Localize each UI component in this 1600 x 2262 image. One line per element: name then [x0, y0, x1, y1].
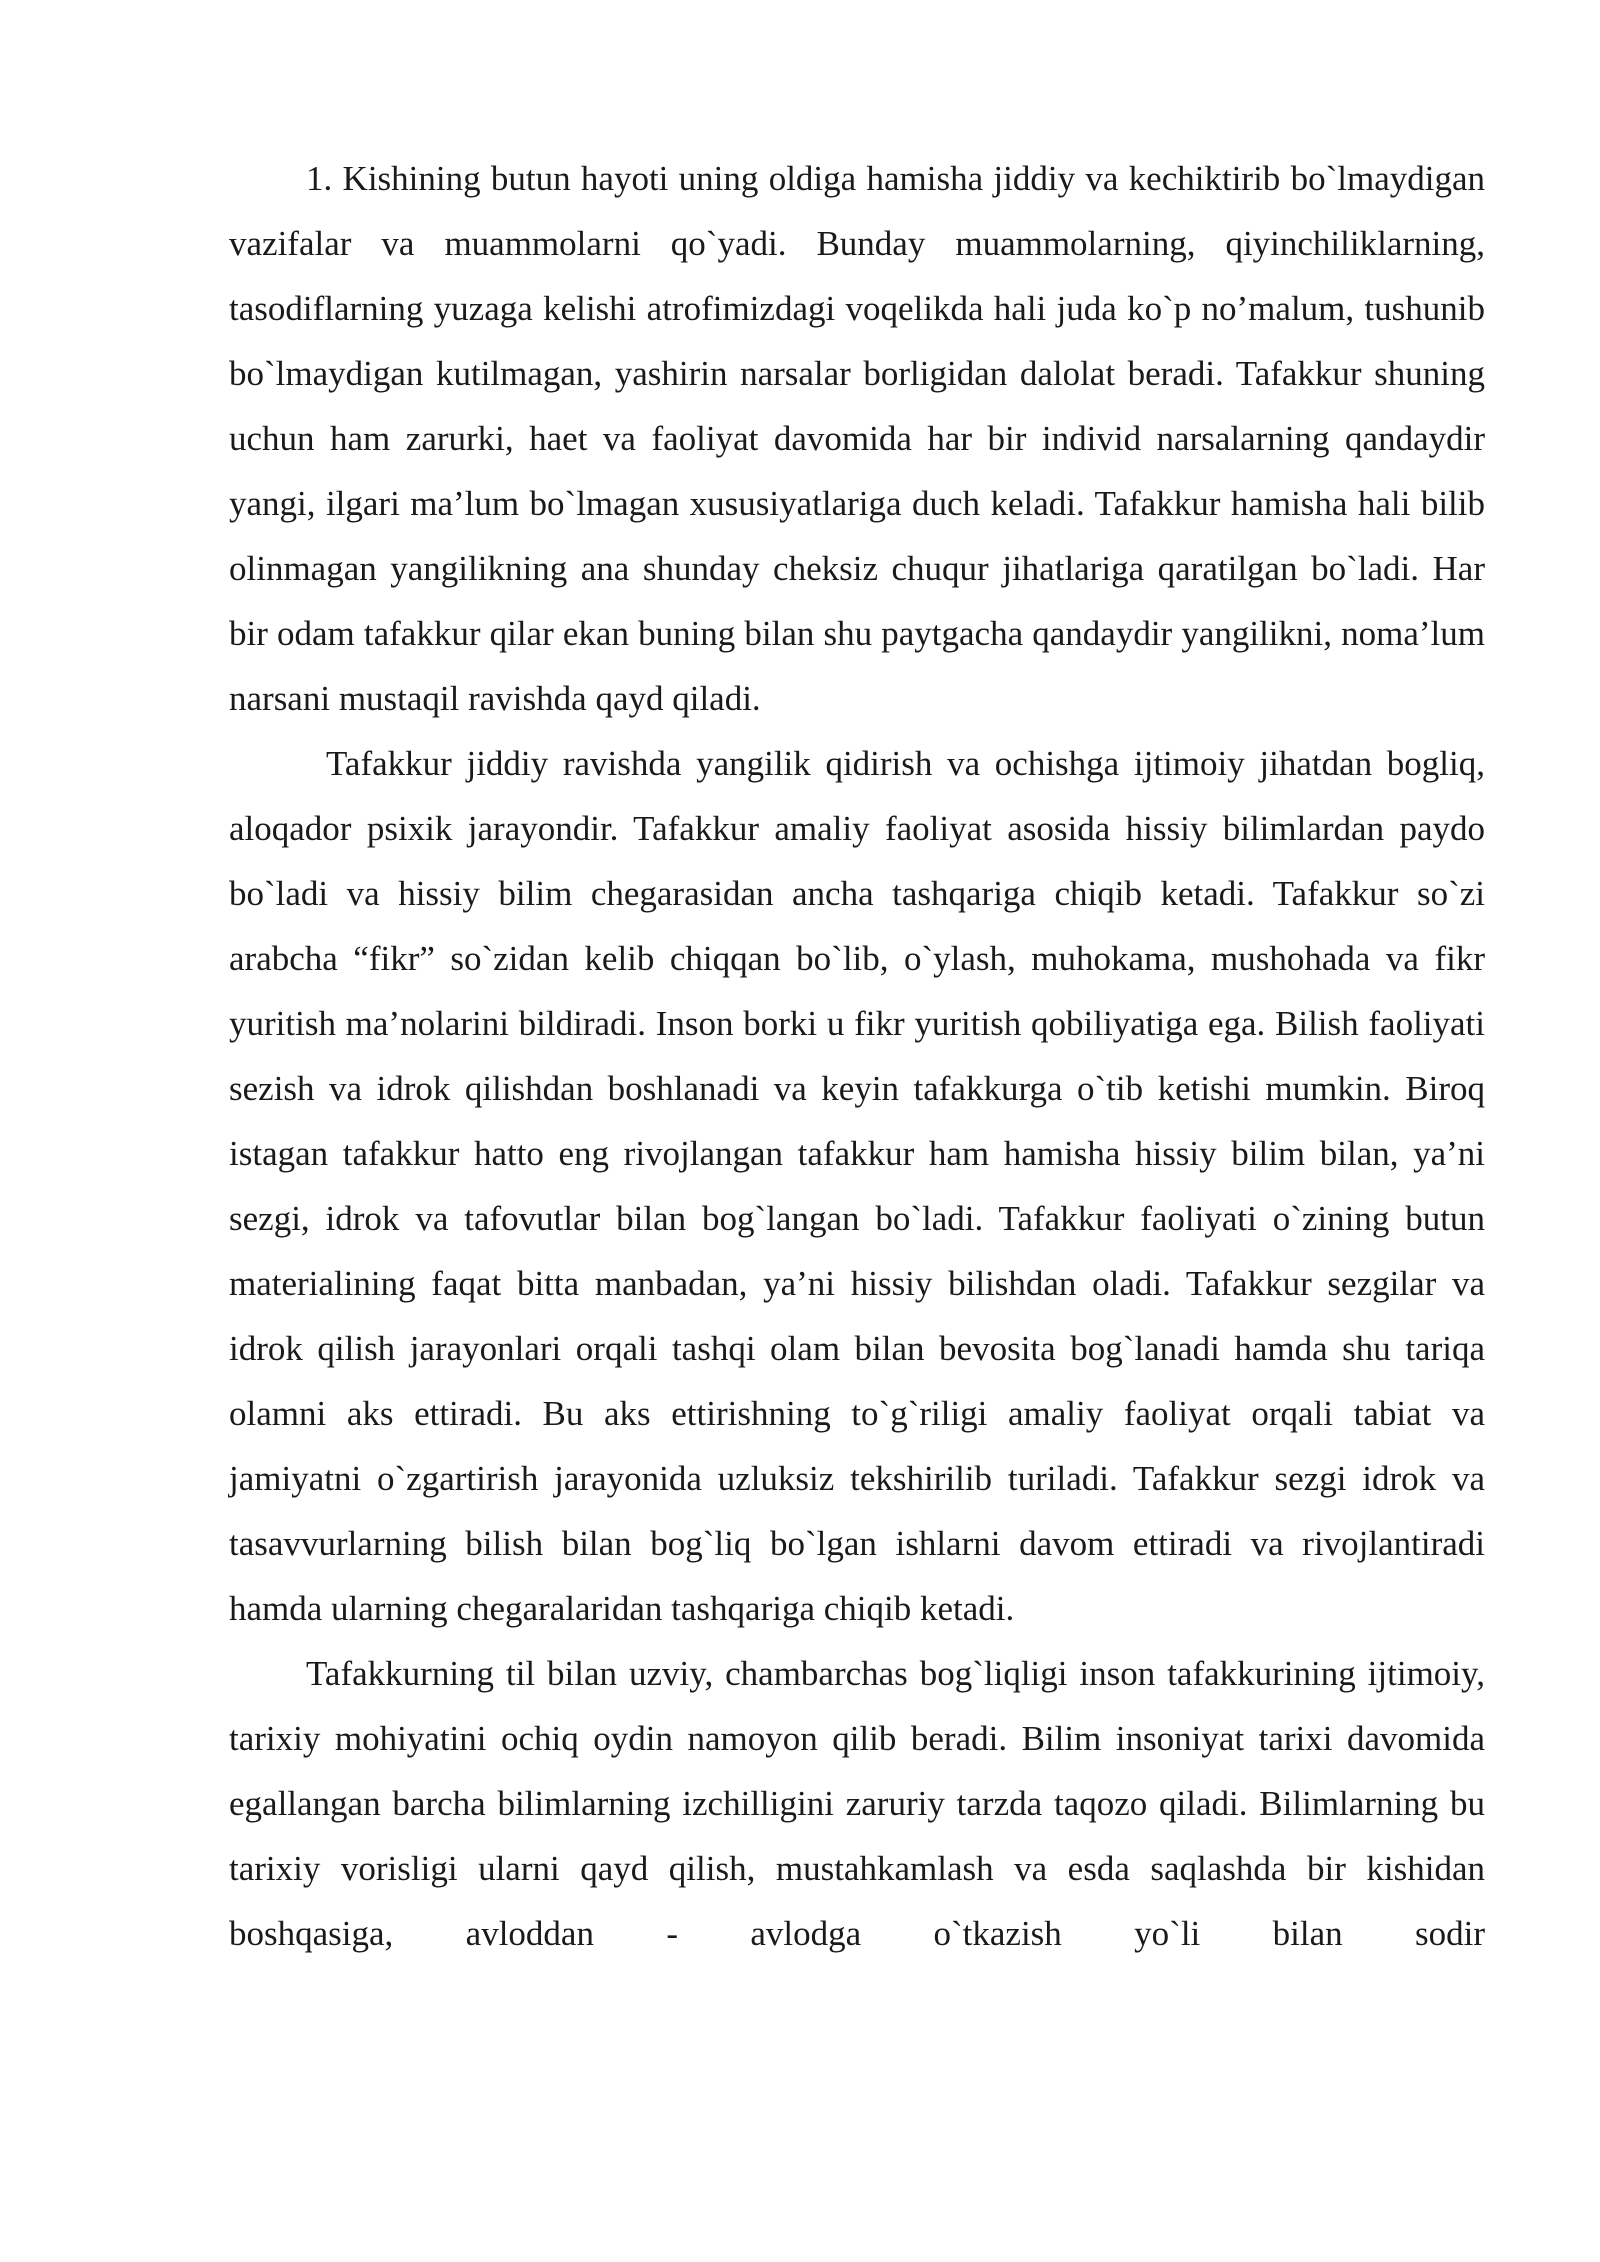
- paragraph-3: Tafakkurning til bilan uzviy, chambarchas bog`liqligi inson tafakkurining ijtimoiy, tarixiy mohiyatini ochiq oydin namoyon qilib beradi. Bilim insoniyat tarixi davomida egallangan barcha bilimlarning izchilligini zaruriy tarzda taqozo qiladi. Bilimlarning bu tarixiy vorisligi ularni qayd qilish, mustahkamlash va esda saqlashda bir kishidan boshqasiga, avloddan - avlodga o`tkazish yo`li bilan sodir: [229, 1654, 1485, 1953]
- document-body: [229, 146, 1485, 1966]
- paragraph-2: Tafakkur jiddiy ravishda yangilik qidirish va ochishga ijtimoiy jihatdan bogliq, aloqador psixik jarayondir. Tafakkur amaliy faoliyat asosida hissiy bilimlardan paydo bo`ladi va hissiy bilim chegarasidan ancha tashqariga chiqib ketadi. Tafakkur so`zi arabcha “fikr” so`zidan kelib chiqqan bo`lib, o`ylash, muhokama, mushohada va fikr yuritish ma’nolarini bildiradi. Inson borki u fikr yuritish qobiliyatiga ega. Bilish faoliyati sezish va idrok qilishdan boshlanadi va keyin tafakkurga o`tib ketishi mumkin. Biroq istagan tafakkur hatto eng rivojlangan tafakkur ham hamisha hissiy bilim bilan, ya’ni sezgi, idrok va tafovutlar bilan bog`langan bo`ladi. Tafakkur faoliyati o`zining butun materialining faqat bitta manbadan, ya’ni hissiy bilishdan oladi. Tafakkur sezgilar va idrok qilish jarayonlari orqali tashqi olam bilan bevosita bog`lanadi hamda shu tariqa olamni aks ettiradi. Bu aks ettirishning to`g`riligi amaliy faoliyat orqali tabiat va jamiyatni o`zgartirish jarayonida uzluksiz tekshirilib turiladi. Tafakkur sezgi idrok va tasavvurlarning bilish bilan bog`liq bo`lgan ishlarni davom ettiradi va rivojlantiradi hamda ularning chegaralaridan tashqariga chiqib ketadi.: [229, 744, 1485, 1628]
- paragraph-1: 1. Kishining butun hayoti uning oldiga hamisha jiddiy va kechiktirib bo`lmaydigan vazifalar va muammolarni qo`yadi. Bunday muammolarning, qiyinchiliklarning, tasodiflarning yuzaga kelishi atrofimizdagi voqelikda hali juda ko`p no’malum, tushunib bo`lmaydigan kutilmagan, yashirin narsalar borligidan dalolat beradi. Tafakkur shuning uchun ham zarurki, haet va faoliyat davomida har bir individ narsalarning qandaydir yangi, ilgari ma’lum bo`lmagan xususiyatlariga duch keladi. Tafakkur hamisha hali bilib olinmagan yangilikning ana shunday cheksiz chuqur jihatlariga qaratilgan bo`ladi. Har bir odam tafakkur qilar ekan buning bilan shu paytgacha qandaydir yangilikni, noma’lum narsani mustaqil ravishda qayd qiladi.: [229, 159, 1485, 718]
